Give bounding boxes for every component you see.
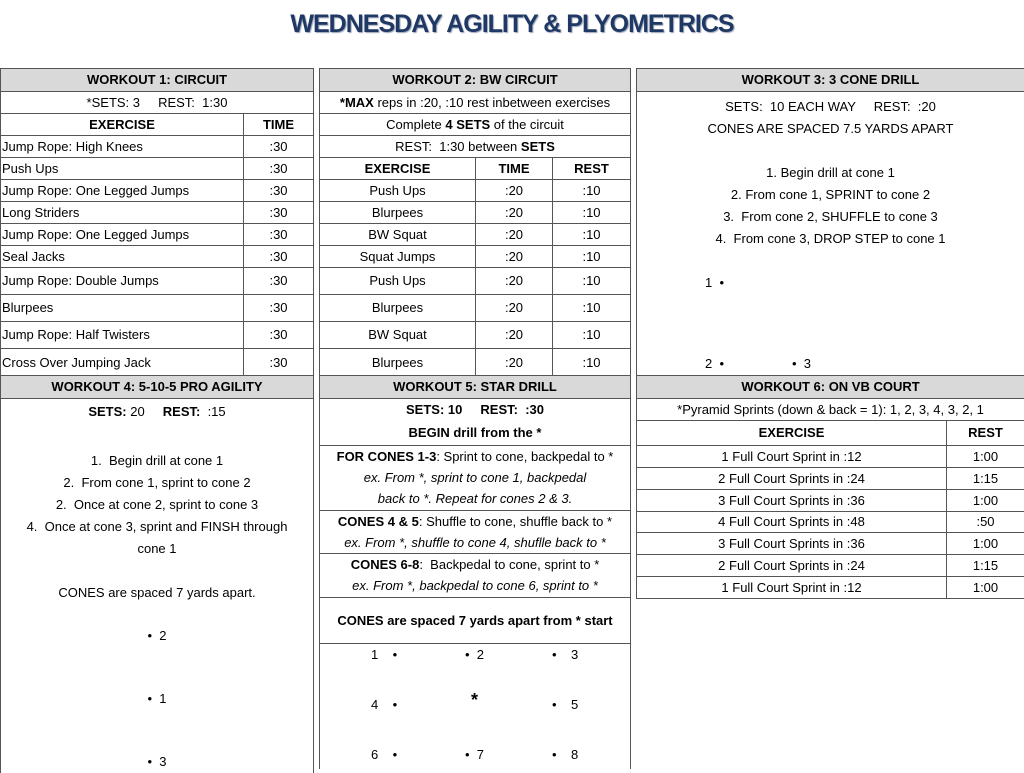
workout-1-table <box>0 68 314 377</box>
col-time: TIME <box>244 114 314 136</box>
table-row: Jump Rope: One Legged Jumps :30 <box>1 224 314 246</box>
table-row: 4 Full Court Sprints in :48 :50 <box>637 512 1024 533</box>
table-row: 3 Full Court Sprints in :36 1:00 <box>637 533 1024 555</box>
workout-1-sets: *SETS: 3 REST: 1:30 <box>1 92 314 114</box>
table-row: BW Squat :20 :10 <box>320 322 631 349</box>
workout-2-rest: REST: 1:30 between SETS <box>320 136 631 158</box>
workout-3-body <box>637 92 1024 381</box>
workout-4-step-4: 4. Once at cone 3, sprint and FINSH through <box>3 516 311 538</box>
col-exercise: EXERCISE <box>637 421 947 446</box>
cone-3-marker: • 3 <box>792 353 811 375</box>
workout-5-header: WORKOUT 5: STAR DRILL <box>320 376 631 399</box>
workout-3-step-4: 4. From cone 3, DROP STEP to cone 1 <box>639 228 1022 250</box>
cone-3-marker: • 3 <box>552 648 578 662</box>
table-row: Push Ups :20 :10 <box>320 180 631 202</box>
table-row: Squat Jumps :20 :10 <box>320 246 631 268</box>
table-row: Long Striders :30 <box>1 202 314 224</box>
workout-6-header: WORKOUT 6: ON VB COURT <box>637 376 1024 399</box>
table-row: 1 Full Court Sprint in :12 1:00 <box>637 577 1024 599</box>
workout-5-table: WORKOUT 5: STAR DRILL SETS: 10 REST: :30 BEGIN drill from the * FOR CONES 1-3: Sprint to cone, backpedal to * ex. From *, sprint to cone 1, backpedal back to *. Repeat for cones 2 & 3. CONES 4 & 5: Shuffle to cone, shuffle back to * ex. From *, shuffle to cone 4, shuflle back to * CONES 6-8: Backpedal to cone, sprint to * ex. From *, backpedal to cone 6, sprint to * CONES are spaced 7 yards apart from * start 1 • • 2 • 3 4 • * • 5 6 • • 7 • 8 <box>319 375 631 769</box>
cone-1-marker: • 1 <box>3 688 311 710</box>
workout-4-step-4-cont: cone 1 <box>3 538 311 560</box>
workout-3-sets: SETS: 10 EACH WAY REST: :20 <box>639 96 1022 118</box>
cone-4-marker: 4 • <box>371 698 397 712</box>
table-row: 2 Full Court Sprints in :24 1:15 <box>637 468 1024 490</box>
page-title: WEDNESDAY AGILITY & PLYOMETRICS <box>0 10 1024 39</box>
cone-2-marker: 2 • <box>705 353 724 375</box>
col-exercise: EXERCISE <box>1 114 244 136</box>
cone-3-marker: • 3 <box>3 751 311 773</box>
cone-2-marker: • 2 <box>465 648 484 662</box>
workout-2-complete: Complete 4 SETS of the circuit <box>320 114 631 136</box>
table-row: Jump Rope: High Knees :30 <box>1 136 314 158</box>
table-row: Push Ups :30 <box>1 158 314 180</box>
table-row: Blurpees :20 :10 <box>320 349 631 377</box>
workout-6-table <box>636 375 1024 599</box>
workout-4-step-3: 2. Once at cone 2, sprint to cone 3 <box>3 494 311 516</box>
cone-6-marker: 6 • <box>371 748 397 762</box>
col-rest: REST <box>553 158 631 180</box>
workout-5-spacing: CONES are spaced 7 yards apart from * start <box>320 598 631 644</box>
workout-5-cones-1-3: FOR CONES 1-3: Sprint to cone, backpedal to * <box>320 446 631 468</box>
col-time: TIME <box>476 158 553 180</box>
table-row: 3 Full Court Sprints in :36 1:00 <box>637 490 1024 512</box>
workout-4-step-2: 2. From cone 1, sprint to cone 2 <box>3 472 311 494</box>
table-row: Jump Rope: Half Twisters :30 <box>1 322 314 349</box>
workout-6-pyramid: *Pyramid Sprints (down & back = 1): 1, 2, 3, 4, 3, 2, 1 <box>637 399 1024 421</box>
table-row: Blurpees :30 <box>1 295 314 322</box>
table-row: Jump Rope: One Legged Jumps :30 <box>1 180 314 202</box>
table-row: 1 Full Court Sprint in :12 1:00 <box>637 446 1024 468</box>
workout-3-step-2: 2. From cone 1, SPRINT to cone 2 <box>639 184 1022 206</box>
workout-4-table <box>0 375 314 773</box>
table-row: Cross Over Jumping Jack :30 <box>1 349 314 377</box>
workout-5-cones-4-5: CONES 4 & 5: Shuffle to cone, shuffle back to * <box>320 511 631 533</box>
workout-5-begin: BEGIN drill from the * <box>320 421 631 446</box>
col-rest: REST <box>947 421 1024 446</box>
workout-4-body <box>1 399 314 773</box>
workout-4-sets: SETS: 20 REST: :15 <box>3 401 311 423</box>
workout-1-header: WORKOUT 1: CIRCUIT <box>1 69 314 92</box>
cone-8-marker: • 8 <box>552 748 578 762</box>
workout-2-max: *MAX reps in :20, :10 rest inbetween exercises <box>320 92 631 114</box>
cone-7-marker: • 7 <box>465 748 484 762</box>
workout-3-step-1: 1. Begin drill at cone 1 <box>639 162 1022 184</box>
workout-3-step-3: 3. From cone 2, SHUFFLE to cone 3 <box>639 206 1022 228</box>
workout-3-spacing: CONES ARE SPACED 7.5 YARDS APART <box>639 118 1022 140</box>
workout-4-header: WORKOUT 4: 5-10-5 PRO AGILITY <box>1 376 314 399</box>
cone-2-marker: • 2 <box>3 625 311 647</box>
table-row: BW Squat :20 :10 <box>320 224 631 246</box>
col-exercise: EXERCISE <box>320 158 476 180</box>
workout-5-sets: SETS: 10 REST: :30 <box>320 399 631 421</box>
workout-5-cones-6-8: CONES 6-8: Backpedal to cone, sprint to * <box>320 554 631 576</box>
workout-3-table <box>636 68 1024 380</box>
workout-2-table <box>319 68 631 377</box>
cone-1-marker: 1 • <box>639 272 1022 294</box>
table-row: Push Ups :20 :10 <box>320 268 631 295</box>
cone-1-marker: 1 • <box>371 648 397 662</box>
cone-5-marker: • 5 <box>552 698 578 712</box>
workout-4-step-1: 1. Begin drill at cone 1 <box>3 450 311 472</box>
star-drill-diagram <box>320 644 631 770</box>
table-row: Jump Rope: Double Jumps :30 <box>1 268 314 295</box>
table-row: Blurpees :20 :10 <box>320 202 631 224</box>
workout-3-header: WORKOUT 3: 3 CONE DRILL <box>637 69 1024 92</box>
table-row: 2 Full Court Sprints in :24 1:15 <box>637 555 1024 577</box>
workout-2-header: WORKOUT 2: BW CIRCUIT <box>320 69 631 92</box>
start-star-icon: * <box>471 693 478 707</box>
table-row: Seal Jacks :30 <box>1 246 314 268</box>
table-row: Blurpees :20 :10 <box>320 295 631 322</box>
workout-4-spacing: CONES are spaced 7 yards apart. <box>3 582 311 604</box>
